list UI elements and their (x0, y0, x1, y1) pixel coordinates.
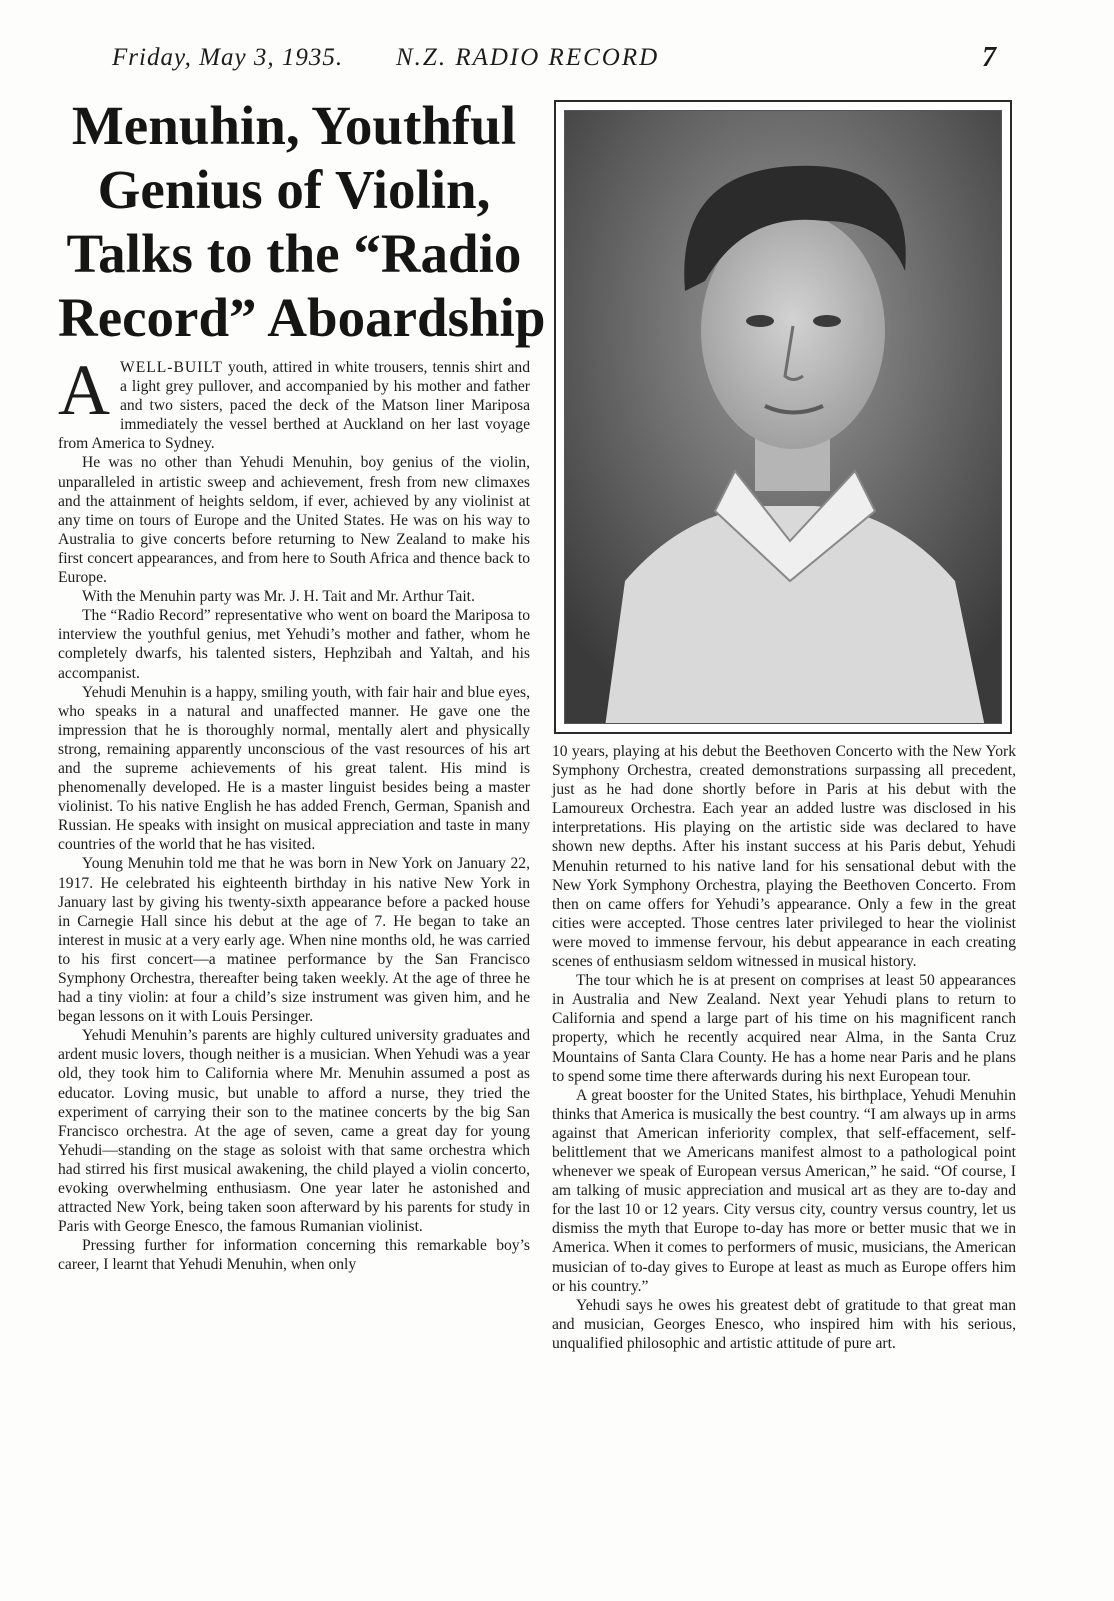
headline-line-2: Genius of Violin, (97, 159, 491, 220)
paragraph-6: Young Menuhin told me that he was born in New York on January 22, 1917. He celebrated his eighteenth birthday in his native New York in January last by giving his twenty-sixth appearance before a packed house in Carnegie Hall since his debut at the age of 7. He began to take an interest in music at a very early age. When nine months old, he was carried to his first concert—a matinee performance by the San Francisco Symphony Orchestra, thereafter being taken weekly. At the age of three he had a tiny violin: at four a child’s size instrument was given him, and he began lessons on it with Louis Persinger. (58, 855, 530, 1026)
paragraph-8: Pressing further for information concerning this remarkable boy’s career, I learnt that Yehudi Menuhin, when only (58, 1237, 530, 1274)
publication-title: N.Z. RADIO RECORD (396, 44, 660, 71)
lead-smallcaps: WELL-BUILT (120, 359, 223, 376)
article-column-left (58, 350, 530, 1275)
portrait-photo (554, 100, 1012, 734)
issue-date: Friday, May 3, 1935. (112, 44, 344, 71)
headline-line-1: Menuhin, Youthful (71, 95, 517, 156)
left-eye (746, 315, 774, 327)
portrait-image (564, 110, 1002, 724)
paragraph-r4: Yehudi says he owes his greatest debt of gratitude to that great man and musician, Georges Enesco, who inspired him with his serious, unqualified philosophic and artistic attitude of pure art. (552, 1296, 1016, 1352)
portrait-illustration (565, 111, 1002, 724)
paragraph-r3: A great booster for the United States, his birthplace, Yehudi Menuhin thinks that America is musically the best country. “I am always up in arms against that American inferiority complex, that self-effacement, self-belittlement that we Americans manifest almost to a pathological point whenever we speak of European versus American,” he said. “Of course, I am talking of music appreciation and musical art as they are to-day and for the last 10 or 12 years. City versus city, country versus country, let us dismiss the myth that Europe to-day has more or better music that we in America. When it comes to performers of music, musicians, the American musician of to-day gives to Europe at least as much as Europe offers him or his country.” (552, 1086, 1016, 1295)
paragraph-4: The “Radio Record” representative who went on board the Mariposa to interview the youthful genius, met Yehudi’s mother and father, whom he completely dwarfs, his talented sisters, Hephzibah and Yaltah, and his accompanist. (58, 607, 530, 682)
lead-paragraph (58, 350, 530, 453)
article-headline (58, 94, 546, 350)
lead-text: youth, attired in white trousers, tennis shirt and a light grey pullover, and accompanied by his mother and father and two sisters, paced the deck of the Matson liner Mariposa immediately the vessel berthed at Auckland on her last voyage from America to Sydney. (58, 359, 530, 453)
right-eye (813, 315, 841, 327)
page-number: 7 (982, 42, 996, 73)
paragraph-2: He was no other than Yehudi Menuhin, boy genius of the violin, unparalleled in artistic sweep and achievement, fresh from new climaxes and the attainment of heights seldom, if ever, achieved by any violinist at any time on tours of Europe and the United States. He was on his way to Australia to give concerts before returning to New Zealand to make his first concert appearances, and from here to South Africa and thence back to Europe. (58, 454, 530, 587)
paragraph-7: Yehudi Menuhin’s parents are highly cultured university graduates and ardent music lovers, though neither is a musician. When Yehudi was a year old, they took him to California where Mr. Menuhin assumed a post as educator. Loving music, but unable to afford a nurse, they tried the experiment of carrying their son to the matinee concerts by the big San Francisco orchestra. At the age of seven, came a great day for young Yehudi—standing on the stage as soloist with that same orchestra which had stirred his first musical awakening, the child played a violin concerto, evoking overwhelming enthusiasm. One year later he astonished and attracted New York, being taken soon afterward by his parents for study in Paris with George Enesco, the famous Rumanian violinist. (58, 1027, 530, 1236)
paragraph-5: Yehudi Menuhin is a happy, smiling youth, with fair hair and blue eyes, who speaks in a natural and unaffected manner. He gave one the impression that he is thoroughly normal, mentally alert and physically strong, remaining apparently unconscious of the vast resources of his art and the supreme achievements of his great talent. His mind is phenomenally developed. He is a master linguist besides being a master violinist. To his native English he has added French, German, Spanish and Russian. He speaks with insight on musical appreciation and taste in many countries of the world that he has visited. (58, 683, 530, 854)
headline-line-3: Talks to the “Radio (66, 223, 522, 284)
page-header (0, 40, 1114, 80)
article-column-right (552, 742, 1016, 1353)
headline-line-4: Record” Aboardship (58, 287, 546, 348)
paragraph-r2: The tour which he is at present on comprises at least 50 appearances in Australia and New Zealand. Next year Yehudi plans to return to California and spend a large part of his time on his magnificent ranch property, which he recently acquired near Alma, in the Santa Cruz Mountains of Santa Clara County. He has a home near Paris and he plans to spend some time there afterwards during his next European tour. (552, 972, 1016, 1085)
drop-cap: A (58, 350, 110, 430)
paragraph-r1: 10 years, playing at his debut the Beethoven Concerto with the New York Symphony Orchestra, created demonstrations surpassing all precedent, just as he had done shortly before in Paris at his debut with the Lamoureux Orchestra. Each year an added lustre was disclosed in his interpretations. His playing on the artistic side was declared to have shown new depths. After his instant success at his Paris debut, Yehudi Menuhin returned to his native land for his sensational debut with the New York Symphony Orchestra, playing the Beethoven Concerto. From then on came offers for Yehudi’s appearance. Only a few in the great cities were accepted. Those centres later privileged to hear the violinist were moved to immense fervour, his debut appearance in each creating scenes of enthusiasm seldom witnessed in musical history. (552, 743, 1016, 971)
paragraph-3: With the Menuhin party was Mr. J. H. Tait and Mr. Arthur Tait. (82, 588, 475, 606)
